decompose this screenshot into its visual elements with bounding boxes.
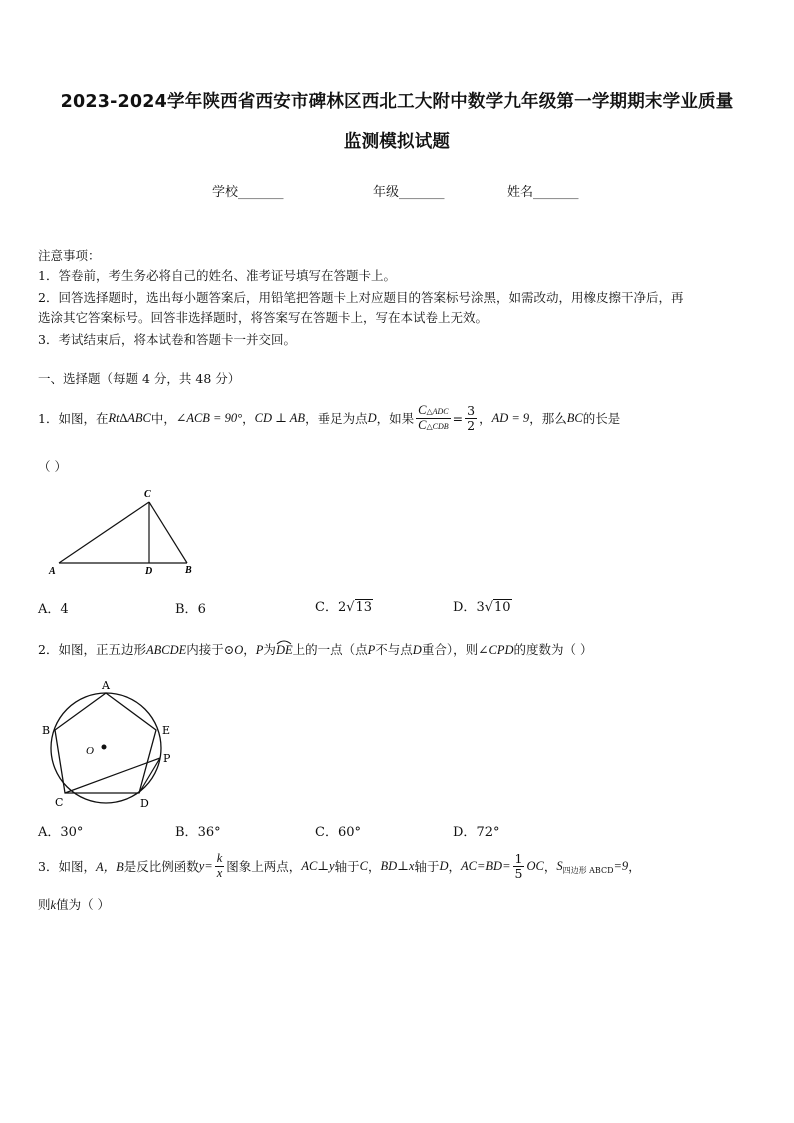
notice-item: 3．考试结束后，将本试卷和答题卡一并交回。 xyxy=(38,332,296,347)
q1-text: 1．如图，在 xyxy=(38,411,109,426)
notice-item: 选涂其它答案标号。回答非选择题时，将答案写在答题卡上，写在本试卷上无效。 xyxy=(38,310,489,325)
label-b: B xyxy=(42,724,51,737)
label-o: O xyxy=(86,745,94,757)
q1-text: ，垂足为点 xyxy=(305,411,368,426)
q1-ad-length: AD = 9 xyxy=(491,410,530,425)
q2-option-c[interactable]: C．60° xyxy=(315,825,361,840)
q1-option-a[interactable]: A．4 xyxy=(38,602,69,617)
q1-option-d[interactable]: D．3√10 xyxy=(453,600,511,615)
label-e: E xyxy=(162,724,171,737)
q1-answer-paren: （ ） xyxy=(38,459,67,474)
label-d: D xyxy=(145,566,153,577)
q2-pentagon-figure xyxy=(38,676,188,811)
q1-bc: BC xyxy=(566,410,583,425)
question-3-line-2: 则k值为（ ） xyxy=(38,897,111,912)
q1-text: ， xyxy=(242,411,255,426)
question-3-stem: 3．如图， A，B 是反比例函数 y= $\frac{k}{x}$ 图象上两点， AC⊥y 轴于 C ， BD⊥x 轴于 D ， AC=BD= $\frac{1}{5}$ OC ， S 四边形 ABCD =9 ， xyxy=(38,851,641,881)
arc-de: DE xyxy=(275,643,293,657)
page-title-line-2: 监测模拟试题 xyxy=(343,132,451,152)
q2-option-d[interactable]: D．72° xyxy=(453,825,500,840)
question-1-stem xyxy=(38,398,620,438)
label-p: P xyxy=(163,752,171,765)
grade-field: 年级_______ xyxy=(373,185,445,200)
q1-ratio-value: $\frac{3}{2}$ xyxy=(467,403,476,433)
school-field: 学校_______ xyxy=(212,185,284,200)
q1-text: 的长是 xyxy=(582,411,621,426)
q2-option-b[interactable]: B．36° xyxy=(175,825,221,840)
q1-perimeter-ratio: $\frac{\text{C△ADC}}{\text{C△CDB}}$ xyxy=(418,403,449,432)
q1-triangle-figure xyxy=(40,485,210,580)
question-2-stem: 2．如图，正五边形ABCDE内接于⊙O，P为DE 上的一点（点P不与点D重合），则∠CPD的度数为（ ） xyxy=(38,642,593,657)
notice-item: 2．回答选择题时，选出每小题答案后，用铅笔把答题卡上对应题目的答案标号涂黑，如需改动，用橡皮擦干净后，再 xyxy=(38,290,684,305)
q1-text: ，如果 xyxy=(376,411,415,426)
segment-cb xyxy=(149,502,187,563)
q1-option-b[interactable]: B．6 xyxy=(175,602,206,617)
label-c: C xyxy=(55,796,64,809)
q1-point-d: D xyxy=(367,410,377,425)
q1-text: ， xyxy=(479,411,492,426)
label-a: A xyxy=(49,566,56,577)
q1-text: 中， xyxy=(150,411,176,426)
q1-text: ，那么 xyxy=(529,411,567,426)
notice-heading: 注意事项： xyxy=(38,248,101,263)
q1-perpendicular: CD ⊥ AB xyxy=(254,411,306,425)
q2-option-a[interactable]: A．30° xyxy=(38,825,84,840)
label-a: A xyxy=(102,679,110,692)
name-field: 姓名_______ xyxy=(507,185,579,200)
q1-option-c[interactable]: C．2√13 xyxy=(315,600,373,615)
page-title-line-1: 2023-2024学年陕西省西安市碑林区西北工大附中数学九年级第一学期期末学业质量 xyxy=(60,92,734,112)
label-d: D xyxy=(140,797,149,810)
label-b: B xyxy=(185,565,192,576)
q1-triangle: Rt∆ABC xyxy=(108,410,151,425)
q1-angle: ∠ACB = 90° xyxy=(175,411,243,425)
section-heading: 一、选择题（每题 4 分，共 48 分） xyxy=(38,371,241,386)
label-c: C xyxy=(144,489,151,500)
segment-dp xyxy=(139,758,160,793)
q1-equals: = xyxy=(452,410,464,426)
segment-cp xyxy=(65,758,160,793)
segment-ac xyxy=(59,502,149,563)
notice-item: 1．答卷前，考生务必将自己的姓名、准考证号填写在答题卡上。 xyxy=(38,268,396,283)
center-dot xyxy=(102,745,107,750)
